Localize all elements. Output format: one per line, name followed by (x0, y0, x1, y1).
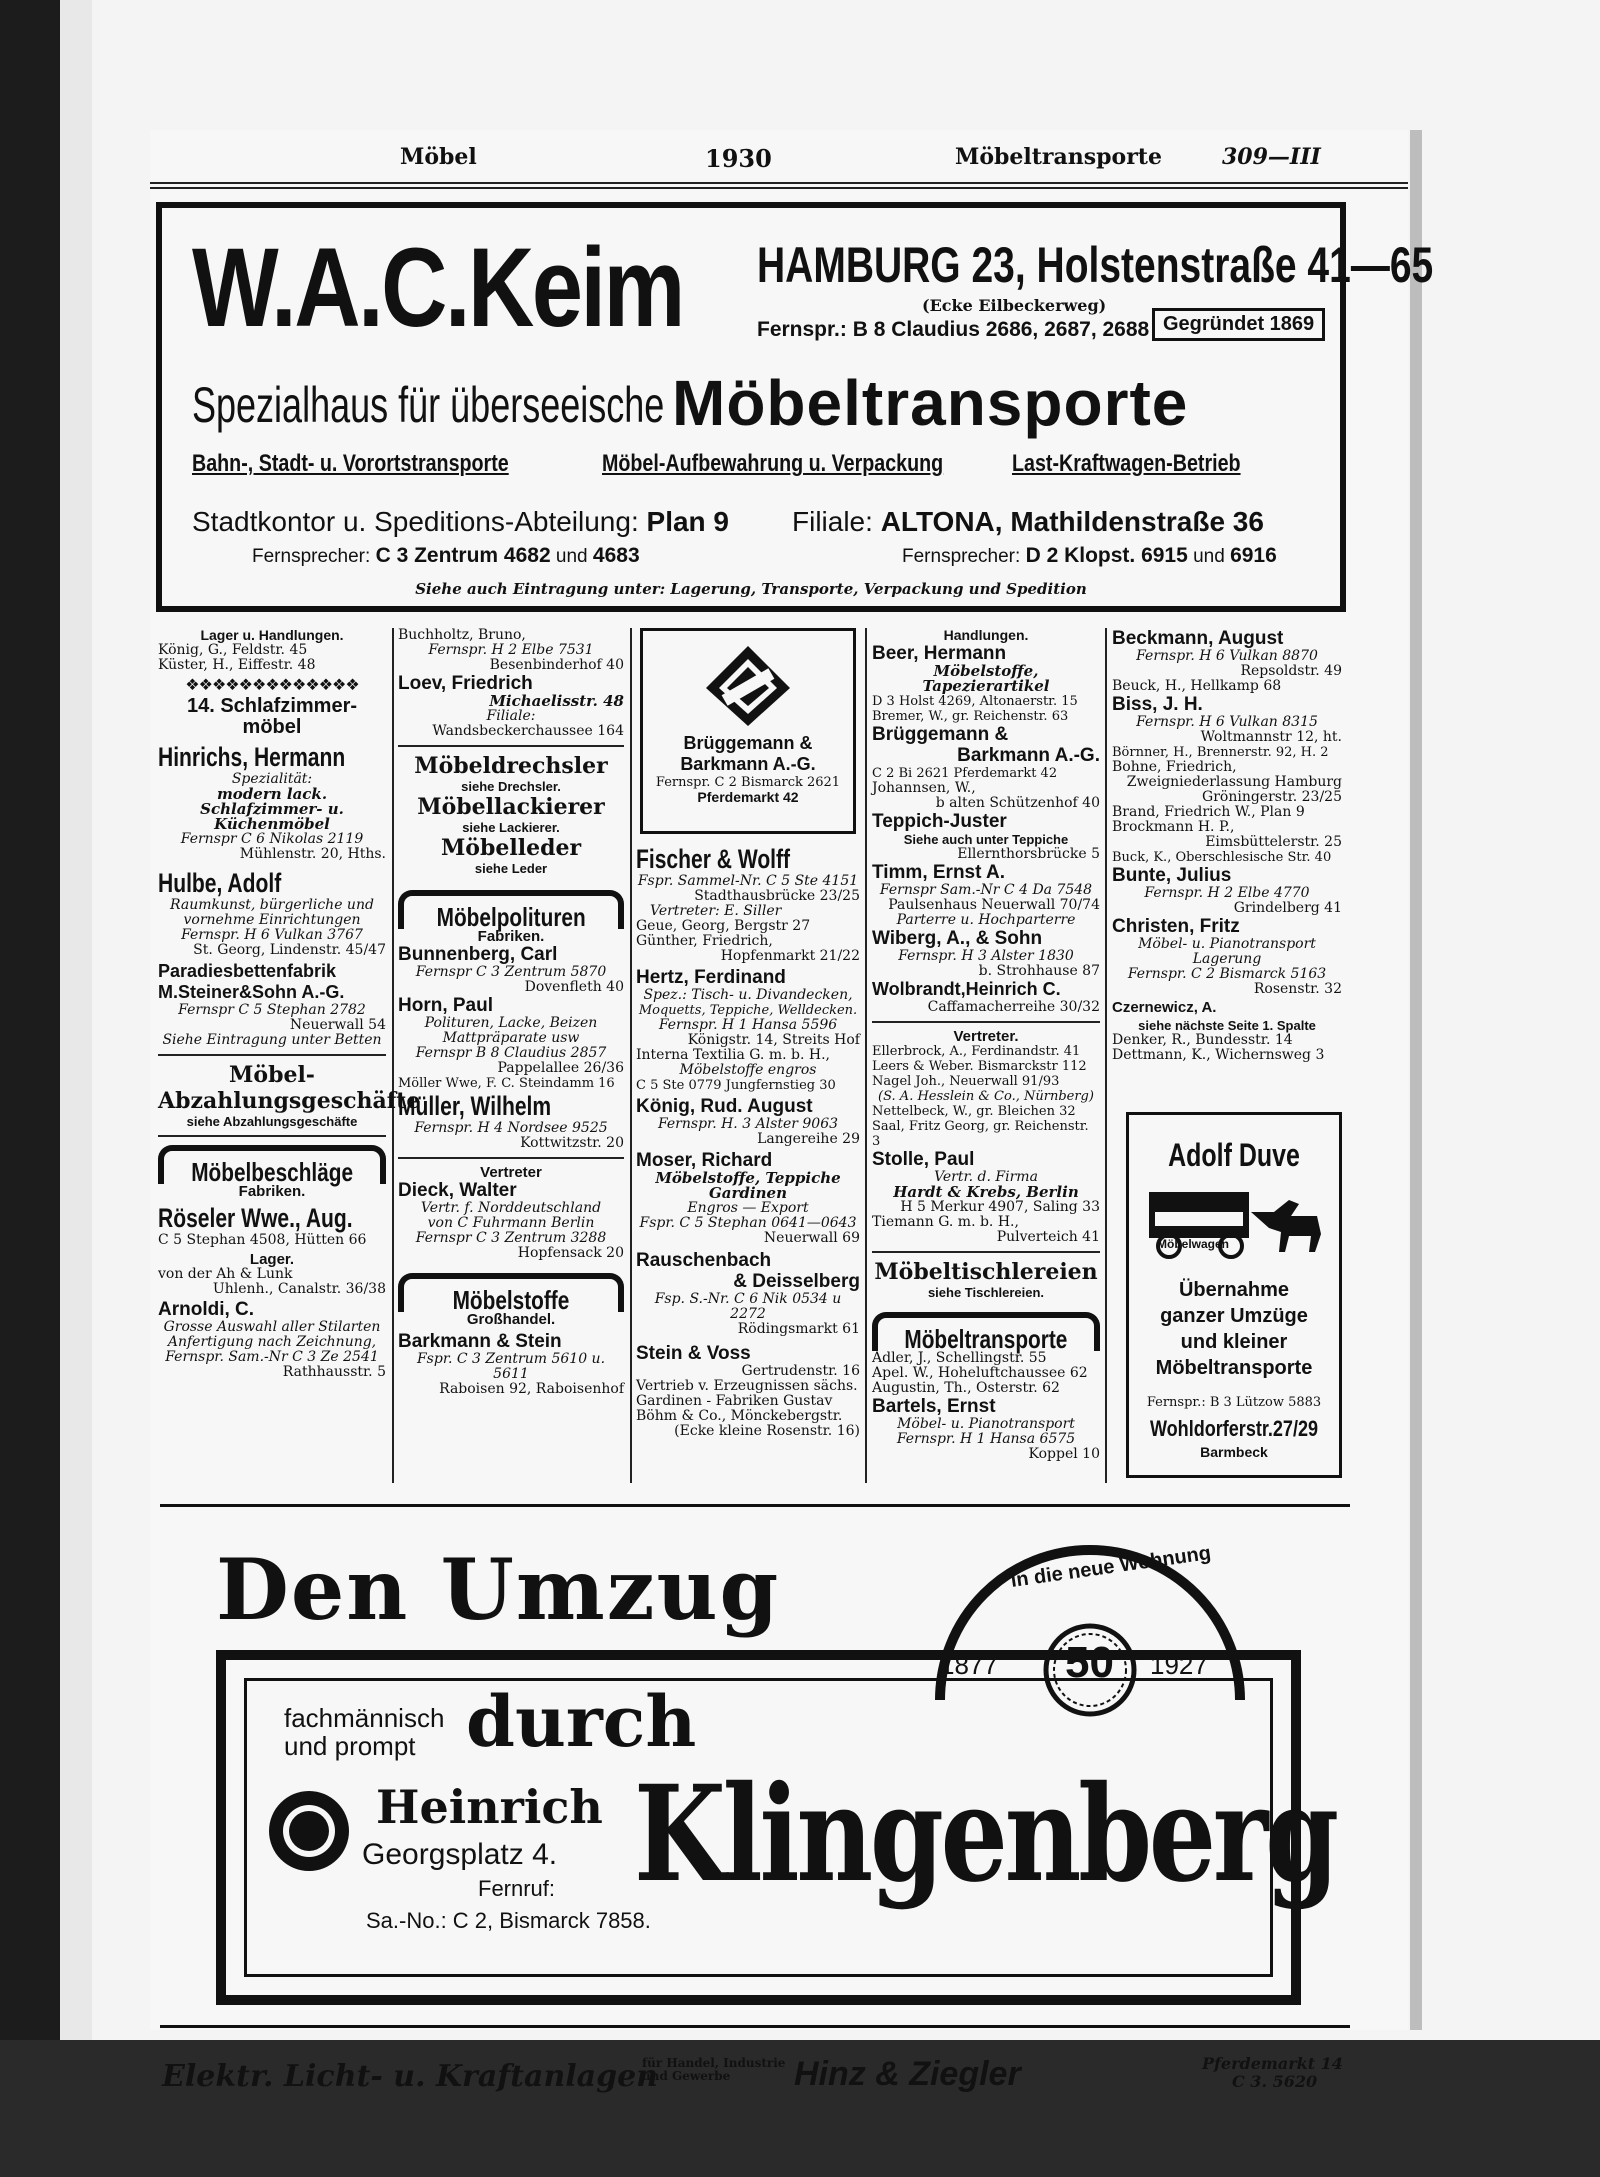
col4-text: Tapezierartikel (922, 677, 1050, 695)
page-header (150, 144, 1408, 174)
keim-stadtkontor-label: Stadtkontor u. Speditions-Abteilung: (192, 506, 639, 537)
col1-text: Fernspr C 6 Nikolas 2119 (180, 831, 364, 847)
col4-text: Ellernthorsbrücke 5 (957, 846, 1100, 862)
col1-heading: Lager. (249, 1251, 295, 1268)
col5-firm-bunte: Bunte, Julius (1112, 865, 1232, 886)
col4-text: Möbelstoffe, (933, 662, 1039, 680)
col4-firm-stolle: Stolle, Paul (872, 1149, 975, 1170)
col2-text: Filiale: (486, 708, 536, 724)
col4-text: Hardt & Krebs, Berlin (893, 1183, 1079, 1201)
keim-filiale-street: Mathildenstraße 36 (1010, 506, 1264, 537)
column-divider-1 (392, 628, 394, 1483)
col2-separator (398, 1157, 624, 1159)
col5-text: Fernspr. H 2 Elbe 4770 (1144, 885, 1310, 901)
col1-text: Mühlenstr. 20, Hths. (239, 846, 386, 862)
footer-address: Pferdemarkt 14 (1202, 2054, 1343, 2073)
col2-text: Mattpräparate usw (442, 1030, 580, 1046)
col1-text: Fernspr. Sam.-Nr C 3 Ze 2541 (165, 1349, 379, 1365)
keim-phone-filiale-number-2: 6916 (1230, 544, 1277, 567)
footer-advertisement (162, 2045, 1362, 2105)
col5-text: Buck, K., Oberschlesische Str. 40 (1112, 850, 1332, 865)
col1-text: Fernspr C 5 Stephan 2782 (178, 1002, 366, 1018)
col2-text: Kottwitzstr. 20 (520, 1135, 624, 1151)
keim-advertisement (156, 202, 1434, 612)
col3-text: Fspr. C 5 Stephan 0641—0643 (639, 1215, 857, 1231)
col2-text: Pappelallee 26/36 (497, 1060, 624, 1076)
keim-phone-filiale-label: Fernsprecher: (902, 546, 1021, 567)
col1-text: Uhlenh., Canalstr. 36/38 (212, 1281, 386, 1297)
col4-text: Pulverteich 41 (996, 1229, 1100, 1245)
col1-arch-label: Möbelbeschläge (191, 1157, 353, 1187)
keim-phone-stadt-und: und (555, 546, 588, 567)
col2-arch-label: Möbelpolituren (436, 902, 586, 932)
klingenberg-logo-icon (266, 1788, 352, 1874)
col5-text: Börnner, H., Brennerstr. 92, H. 2 (1112, 745, 1329, 760)
keim-service-1: Bahn-, Stadt- u. Vorortstransporte (192, 450, 509, 477)
col1-text: modern lack. (216, 785, 328, 803)
keim-filiale (792, 506, 1264, 538)
col1-text: Grosse Auswahl aller Stilarten (163, 1319, 381, 1335)
col2-text: Polituren, Lacke, Beizen (424, 1015, 598, 1031)
keim-phone-stadt-label: Fernsprecher: (252, 546, 371, 567)
col5-firm-christen: Christen, Fritz (1112, 916, 1240, 937)
col5-firm-biss: Biss, J. H. (1112, 694, 1203, 715)
col2-text: Fernspr B 8 Claudius 2857 (415, 1045, 607, 1061)
col5-text: siehe nächste Seite 1. Spalte (1138, 1018, 1316, 1033)
col4-text: D 3 Holst 4269, Altonaerstr. 15 (872, 694, 1078, 709)
header-year: 1930 (705, 144, 772, 173)
col4-arch-transporte (872, 1312, 1100, 1354)
footer-small-1: für Handel, Industrie (642, 2056, 786, 2070)
col2-text: siehe Leder (474, 861, 548, 876)
col3-firm-fischer-wolff: Fischer & Wolff (636, 844, 791, 874)
col1-firm-roeseler: Röseler Wwe., Aug. (158, 1203, 353, 1233)
col3-text: Interna Textilia G. m. b. H., (636, 1047, 830, 1063)
col4-text: b alten Schützenhof 40 (935, 795, 1100, 811)
col3-text: Königstr. 14, Streits Hof (687, 1032, 860, 1048)
keim-company-name: W.A.C.Keim (192, 225, 683, 350)
col1-firm-hulbe: Hulbe, Adolf (158, 868, 282, 898)
column-2 (398, 628, 624, 1397)
col4-firm-wolbrandt: Wolbrandt,Heinrich C. (872, 979, 1061, 999)
col5-text: Möbel- u. Pianotransport (1138, 936, 1316, 952)
col3-text: Fernspr. H 1 Hansa 5596 (658, 1017, 838, 1033)
col3-text: & Deisselberg (733, 1271, 860, 1292)
col4-firm-beer: Beer, Hermann (872, 643, 1007, 664)
col4-text: Barkmann A.-G. (957, 745, 1100, 766)
col1-separator (158, 1054, 386, 1056)
col5-text: Fernspr. H 6 Vulkan 8870 (1136, 648, 1318, 664)
col5-text: Denker, R., Bundesstr. 14 (1112, 1032, 1293, 1048)
col4-text: Nagel Joh., Neuerwall 91/93 (872, 1074, 1060, 1089)
col4-firm-timm: Timm, Ernst A. (872, 862, 1006, 883)
col5-text: Rosenstr. 32 (1253, 981, 1342, 997)
col2-text: Raboisen 92, Raboisenhof (439, 1381, 624, 1397)
duve-line-4: Möbeltransporte (1155, 1357, 1313, 1379)
col1-text: M.Steiner&Sohn A.-G. (158, 982, 345, 1002)
duve-advertisement (1126, 1112, 1342, 1478)
col4-separator (872, 1251, 1100, 1253)
keim-see-also: Siehe auch Eintragung unter: Lagerung, Transporte, Verpackung und Spedition (415, 580, 1087, 598)
col2-text: Hopfensack 20 (517, 1245, 624, 1261)
col3-text: Böhm & Co., Mönckebergstr. (636, 1408, 843, 1424)
footer-phone: C 3. 5620 (1232, 2072, 1318, 2091)
keim-founded-badge: Gegründet 1869 (1152, 308, 1325, 341)
burag-name-2: Barkmann A.-G. (680, 754, 816, 774)
col2-firm-mueller: Müller, Wilhelm (398, 1091, 552, 1121)
col4-text: H 5 Merkur 4907, Saling 33 (900, 1199, 1100, 1215)
col1-category-heading-2: möbel (242, 716, 302, 738)
duve-line-3: und kleiner (1180, 1331, 1288, 1353)
col2-text: von C Fuhrmann Berlin (427, 1215, 595, 1231)
col4-text: C 2 Bi 2621 Pferdemarkt 42 (872, 766, 1058, 781)
col4-text: Augustin, Th., Osterstr. 62 (872, 1380, 1060, 1396)
col1-firm-paradies: Paradiesbettenfabrik (158, 961, 337, 981)
col4-text: Fernspr. H 3 Alster 1830 (898, 948, 1074, 964)
header-page-number: 309—III (1222, 144, 1321, 170)
col4-text: (S. A. Hesslein & Co., Nürnberg) (878, 1089, 1094, 1104)
footer-firm: Hinz & Ziegler (794, 2055, 1021, 2093)
col1-text: C 5 Stephan 4508, Hütten 66 (158, 1232, 367, 1248)
keim-phone-filiale-und: und (1193, 546, 1225, 567)
col4-text: Adler, J., Schellingstr. 55 (872, 1350, 1047, 1366)
col4-text: Nettelbeck, W., gr. Bleichen 32 (872, 1104, 1076, 1119)
seal-year-2: 1927 (1150, 1650, 1208, 1680)
col3-text: Gardinen (709, 1184, 787, 1202)
seal-number: 50 (1065, 1638, 1114, 1687)
col3-text: Geue, Georg, Bergstr 27 (636, 918, 811, 934)
header-rule-2 (150, 187, 1408, 189)
keim-service-3: Last-Kraftwagen-Betrieb (1012, 450, 1241, 477)
col5-text: Eimsbüttelerstr. 25 (1205, 834, 1342, 850)
header-left: Möbel (400, 144, 477, 170)
column-divider-4 (1105, 628, 1107, 1483)
col4-heading: Vertreter. (953, 1028, 1019, 1045)
col2-entry: Buchholtz, Bruno, (398, 627, 526, 643)
col2-gothic-leder: Möbelleder (440, 835, 582, 861)
burag-address: Pferdemarkt 42 (697, 789, 799, 805)
col1-firm-arnoldi: Arnoldi, C. (158, 1299, 255, 1320)
col2-text: Fabriken. (477, 928, 545, 945)
keim-phone-stadt-number-2: 4683 (592, 544, 640, 567)
col4-arch-label: Möbeltransporte (904, 1324, 1068, 1354)
col5-text: Brockmann H. P., (1112, 819, 1235, 835)
column-5 (1112, 628, 1342, 1063)
col1-text: vornehme Einrichtungen (183, 912, 361, 928)
klingenberg-surname: Klingenberg (634, 1757, 1336, 1912)
col3-firm-rauschenbach: Rauschenbach (636, 1250, 772, 1271)
col1-text: Schlafzimmer- u. (200, 800, 344, 818)
col5-text: Fernspr. H 6 Vulkan 8315 (1136, 714, 1318, 730)
col5-text: Beuck, H., Hellkamp 68 (1112, 678, 1282, 694)
col4-text: Fernspr. H 1 Hansa 6575 (896, 1431, 1076, 1447)
col3-text: Günther, Friedrich, (636, 933, 773, 949)
keim-phone: Fernspr.: B 8 Claudius 2686, 2687, 2688 (757, 318, 1150, 341)
col4-text: Saal, Fritz Georg, gr. Reichenstr. 3 (872, 1119, 1089, 1149)
col3-text: Möbelstoffe, Teppiche (655, 1169, 841, 1187)
klingenberg-tagline-1: fachmännisch (284, 1703, 445, 1733)
col2-text: Fernspr C 3 Zentrum 5870 (415, 964, 607, 980)
col2-text: Großhandel. (466, 1311, 556, 1328)
col1-text: Neuerwall 54 (289, 1017, 386, 1033)
footer-service: Elektr. Licht- u. Kraftanlagen (162, 2059, 658, 2094)
col4-heading: Handlungen. (943, 627, 1029, 643)
col3-text: Fsp. S.-Nr. C 6 Nik 0534 u 2272 (654, 1291, 842, 1322)
col2-text: siehe Drechsler. (461, 779, 561, 794)
col5-text: Dettmann, K., Wichernsweg 3 (1112, 1047, 1325, 1063)
col1-text: siehe Abzahlungsgeschäfte (186, 1114, 358, 1129)
col4-text: Paulsenhaus Neuerwall 70/74 (888, 897, 1100, 913)
klingenberg-phone: Sa.-No.: C 2, Bismarck 7858. (366, 1908, 651, 1933)
col3-text: Engros — Export (687, 1200, 809, 1216)
col4-text: Tiemann G. m. b. H., (872, 1214, 1019, 1230)
col3-firm-stein-voss: Stein & Voss (636, 1343, 751, 1364)
col3-text: Moquetts, Teppiche, Welldecken. (638, 1003, 858, 1018)
duve-line-2: ganzer Umzüge (1160, 1305, 1308, 1327)
col2-text: Wandsbeckerchaussee 164 (432, 723, 624, 739)
col5-firm-czernewicz: Czernewicz, A. (1112, 999, 1217, 1016)
col1-ornament: ❖❖❖❖❖❖❖❖❖❖❖❖❖ (185, 675, 359, 694)
col1-text: von der Ah & Lunk (158, 1266, 293, 1282)
col1-arch-heading (158, 1145, 386, 1187)
col5-text: Lagerung (1192, 951, 1262, 967)
col1-text: Raumkunst, bürgerliche und (170, 897, 374, 913)
klingenberg-frame (216, 1650, 1336, 2005)
col1-text: Spezialität: (231, 771, 313, 787)
col1-firm-hinrichs: Hinrichs, Hermann (158, 742, 346, 772)
col2-arch-label: Möbelstoffe (452, 1285, 570, 1315)
col5-text: Grindelberg 41 (1233, 900, 1342, 916)
col2-text: Möller Wwe, F. C. Steindamm 16 (398, 1076, 615, 1091)
col3-text: Spez.: Tisch- u. Divandecken, (643, 987, 853, 1003)
col3-text: Vertreter: E. Siller (650, 903, 782, 919)
col4-firm-brueggemann: Brüggemann & (872, 724, 1009, 745)
col1-text: Küchenmöbel (214, 815, 330, 833)
col1-gothic-heading: Möbel- (229, 1062, 315, 1088)
col2-separator (398, 745, 624, 747)
col2-text: Vertr. f. Norddeutschland (420, 1200, 602, 1216)
col2-firm-bunnenberg: Bunnenberg, Carl (398, 944, 558, 965)
col5-text: Zweigniederlassung Hamburg (1126, 774, 1342, 790)
umzug-headline: Den Umzug (216, 1540, 781, 1639)
col3-text: C 5 Ste 0779 Jungfernstieg 30 (636, 1078, 836, 1093)
col2-arch-polituren (398, 890, 624, 932)
seal-arc-text: in die neue Wohnung (1009, 1542, 1213, 1592)
col4-gothic-tischlereien: Möbeltischlereien (874, 1259, 1098, 1285)
col2-text: Fernspr. H 4 Nordsee 9525 (414, 1120, 608, 1136)
col4-text: Bremer, W., gr. Reichenstr. 63 (872, 709, 1069, 724)
col4-separator (872, 1021, 1100, 1023)
footer-small-2: und Gewerbe (642, 2069, 731, 2083)
col2-firm-loev: Loev, Friedrich (398, 673, 533, 694)
col2-firm-barkmann-stein: Barkmann & Stein (398, 1331, 562, 1352)
col1-separator (158, 1135, 386, 1137)
burag-logo-icon (703, 643, 793, 729)
col4-text: Koppel 10 (1028, 1446, 1100, 1462)
col1-gothic-heading-2: Abzahlungsgeschäfte (158, 1088, 421, 1114)
col3-text: Langereihe 29 (757, 1131, 860, 1147)
col4-text: b. Strohhause 87 (978, 963, 1100, 979)
col3-text: Hopfenmarkt 21/22 (720, 948, 860, 964)
keim-moebeltransporte: Möbeltransporte (672, 367, 1189, 439)
keim-phone-stadt-number: C 3 Zentrum 4682 (375, 544, 551, 567)
col1-heading: Lager u. Handlungen. (200, 627, 344, 643)
col3-text: Stadthausbrücke 23/25 (694, 888, 860, 904)
col4-text: siehe Tischlereien. (927, 1285, 1045, 1300)
column-3 (636, 628, 860, 1439)
duve-phone: Fernspr.: B 3 Lützow 5883 (1146, 1395, 1322, 1410)
col2-text: Fernspr. H 2 Elbe 7531 (428, 642, 594, 658)
col1-text: Siehe Eintragung unter Betten (162, 1032, 382, 1048)
col3-firm-hertz: Hertz, Ferdinand (636, 967, 786, 988)
scan-border-right (1410, 130, 1422, 2030)
column-divider-2 (630, 628, 632, 1483)
col4-text: Siehe auch unter Teppiche (903, 832, 1069, 847)
col3-text: Gertrudenstr. 16 (741, 1363, 860, 1379)
col2-text: siehe Lackierer. (462, 820, 560, 835)
col4-text: Vertr. d. Firma (934, 1169, 1038, 1185)
header-section: Möbeltransporte (955, 144, 1162, 170)
keim-filiale-label: Filiale: (792, 506, 873, 537)
col1-text: Anfertigung nach Zeichnung, (167, 1334, 377, 1350)
col3-text: Vertrieb v. Erzeugnissen sächs. (636, 1378, 858, 1394)
col5-text: Repsoldstr. 49 (1240, 663, 1342, 679)
col4-text: Caffamacherreihe 30/32 (927, 999, 1100, 1015)
duve-address: Wohldorferstr.27/29 (1149, 1416, 1319, 1441)
footer-rule (160, 2025, 1350, 2028)
col3-text: Gardinen - Fabriken Gustav (636, 1393, 833, 1409)
keim-corner: (Ecke Eilbeckerweg) (922, 296, 1107, 315)
col3-text: Neuerwall 69 (763, 1230, 860, 1246)
keim-phone-filiale-number: D 2 Klopst. 6915 (1025, 544, 1188, 567)
col3-text: Fernspr. H. 3 Alster 9063 (657, 1116, 839, 1132)
burag-phone: Fernspr. C 2 Bismarck 2621 (655, 775, 841, 790)
klingenberg-address: Georgsplatz 4. (362, 1838, 558, 1871)
header-rule (150, 182, 1408, 184)
col2-firm-dieck: Dieck, Walter (398, 1180, 517, 1201)
column-4 (872, 628, 1100, 1462)
col4-text: Leers & Weber. Bismarckstr 112 (872, 1059, 1087, 1074)
klingenberg-fernruf: Fernruf: (478, 1876, 556, 1901)
col5-firm-beckmann: Beckmann, August (1112, 628, 1284, 649)
col5-text: Woltmannstr 12, ht. (1200, 729, 1342, 745)
duve-line-1: Übernahme (1178, 1279, 1290, 1301)
col4-text: Johannsen, W., (872, 780, 976, 796)
klingenberg-firstname: Heinrich (376, 1780, 603, 1834)
klingenberg-tagline (284, 1704, 444, 1760)
klingenberg-durch: durch (466, 1680, 697, 1763)
keim-address: HAMBURG 23, Holstenstraße 41—65 (757, 237, 1434, 293)
col4-text: Parterre u. Hochparterre (896, 912, 1076, 928)
col4-text: Möbel- u. Pianotransport (897, 1416, 1075, 1432)
keim-service-2: Möbel-Aufbewahrung u. Verpackung (602, 450, 944, 477)
document-page (150, 130, 1434, 2094)
col5-text: Brand, Friedrich W., Plan 9 (1112, 804, 1305, 820)
col2-arch-stoffe (398, 1273, 624, 1315)
keim-stadtkontor-plan: Plan 9 (646, 506, 729, 537)
keim-phone-filiale (902, 544, 1277, 568)
col3-text: Möbelstoffe engros (679, 1062, 817, 1078)
col4-firm-wiberg: Wiberg, A., & Sohn (872, 928, 1043, 949)
keim-phone-stadt (252, 544, 640, 568)
col2-text: Besenbinderhof 40 (489, 657, 624, 673)
col5-text: Fernspr. C 2 Bismarck 5163 (1127, 966, 1327, 982)
keim-stadtkontor (192, 506, 729, 538)
col2-text: Fernspr C 3 Zentrum 3288 (415, 1230, 607, 1246)
col2-gothic-lackierer: Möbellackierer (417, 794, 605, 820)
col1-text: St. Georg, Lindenstr. 45/47 (193, 942, 386, 958)
col3-text: Fspr. Sammel-Nr. C 5 Ste 4151 (637, 873, 859, 889)
col1-text: Fernspr. H 6 Vulkan 3767 (181, 927, 363, 943)
keim-specialty: Spezialhaus für überseeische (192, 377, 665, 433)
duve-name: Adolf Duve (1168, 1137, 1300, 1173)
col4-text: Fernspr Sam.-Nr C 4 Da 7548 (879, 882, 1093, 898)
col3-firm-koenig: König, Rud. August (636, 1096, 813, 1117)
col2-gothic-drechsler: Möbeldrechsler (414, 753, 608, 779)
col5-text: Gröningerstr. 23/25 (1202, 789, 1342, 805)
col5-text: Bohne, Friedrich, (1112, 759, 1237, 775)
col3-firm-moser: Moser, Richard (636, 1150, 773, 1171)
col4-text: Apel. W., Hoheluftchaussee 62 (872, 1365, 1088, 1381)
col2-text: Dovenfleth 40 (524, 979, 624, 995)
col4-text: Ellerbrock, A., Ferdinandstr. 41 (872, 1044, 1081, 1059)
scan-border-left (0, 0, 92, 2177)
duve-wagon-label: Möbelwagen (1157, 1237, 1230, 1251)
col3-text: Rödingsmarkt 61 (737, 1321, 860, 1337)
col3-text: (Ecke kleine Rosenstr. 16) (674, 1423, 860, 1439)
col1-entry: König, G., Feldstr. 45 (158, 642, 308, 658)
burag-name-1: Brüggemann & (683, 733, 813, 753)
col1-text: Rathhausstr. 5 (282, 1364, 386, 1380)
col2-heading: Vertreter (480, 1164, 542, 1181)
col2-firm-horn: Horn, Paul (398, 995, 494, 1016)
klingenberg-tagline-2: und prompt (284, 1731, 416, 1761)
col4-firm-teppich-juster: Teppich-Juster (872, 811, 1007, 832)
col4-firm-bartels: Bartels, Ernst (872, 1396, 996, 1417)
seal-year-1: 1877 (940, 1650, 998, 1680)
col1-category-heading: 14. Schlafzimmer- (186, 695, 358, 717)
duve-district: Barmbeck (1200, 1444, 1268, 1460)
column-1 (158, 627, 421, 1380)
col2-text: Fspr. C 3 Zentrum 5610 u. 5611 (416, 1351, 606, 1382)
column-divider-3 (865, 628, 867, 1483)
col1-entry: Küster, H., Eiffestr. 48 (158, 657, 316, 673)
col2-text: Michaelisstr. 48 (489, 692, 624, 710)
col1-text: Fabriken. (238, 1183, 306, 1200)
keim-filiale-ort: ALTONA, (880, 506, 1003, 537)
burag-advertisement (640, 628, 856, 834)
